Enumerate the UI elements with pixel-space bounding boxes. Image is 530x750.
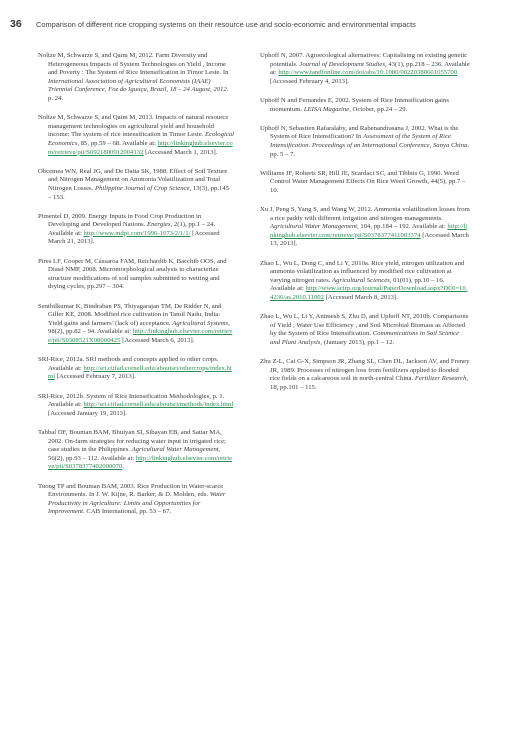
- reference-access-note: [Accessed February 7, 2013].: [55, 373, 136, 381]
- reference-entry: [260, 170, 470, 196]
- reference-text: Uphoff N and Fernandes E, 2002. System of Rice Intensification gains momentum.: [260, 96, 449, 113]
- reference-source-title: Agricultural Sciences: [332, 276, 390, 284]
- reference-entry: [260, 52, 470, 86]
- reference-text: Pimentel D, 2009. Energy Inputs in Food Crop Production in Developing and Developed Nations.: [38, 212, 202, 229]
- reference-details: , 13(3), pp.145 – 153.: [48, 184, 230, 201]
- reference-entry: [260, 125, 470, 159]
- reference-entry: [38, 429, 234, 472]
- reference-text: Obcemea WN, Real JG, and De Datta SK, 1988. Effect of Soil Texture and Nitrogen Management on Ammonia Volatilization and Total Nitrogen Losses.: [38, 167, 228, 192]
- reference-url-link[interactable]: http://linkinghub.elsevier.com/retrieve/pii/S0921800912004132: [48, 139, 233, 156]
- reference-entry: [260, 206, 470, 249]
- reference-text: Zhao L, Wu L, Li Y, Animesh S, Zhu D, and Uphoff NT, 2010b. Comparisons of Yield , Water Use Efficiency , and Soil Microbial Biomass as Affected by the System of Rice Intensification.: [260, 313, 469, 338]
- reference-url-link[interactable]: http://www.scirp.org/journal/PaperDownload.aspx?DOI=10.4236/as.2010.11002: [270, 285, 468, 302]
- reference-entry: [38, 356, 234, 382]
- references-right-column: [260, 52, 470, 403]
- reference-details: , 85, pp.59 – 68. Available at:: [77, 139, 158, 147]
- reference-text: Xu J, Peng S, Yang S, and Wang W, 2012. Ammonia volatilization losses from a rice paddy with different irrigation and nitrogen managements.: [260, 206, 470, 222]
- reference-details: , 18, pp.101 – 115.: [270, 375, 469, 391]
- reference-details: , 56(2), pp.93 – 112. Available at:: [48, 446, 221, 462]
- reference-text: Senthilkumar K, Bindraban PS, Thiyagarajan TM, De Ridder N, and Giller KE, 2008. Modified rice cultivation in Tamil Nadu, India: Yield gains and farmers’ (lack of) acceptance.: [38, 302, 222, 327]
- reference-url-link[interactable]: http://linkinghub.elsevier.com/retrieve/pii/S0378377402000070: [48, 454, 233, 471]
- reference-entry: [38, 258, 234, 292]
- reference-access-note: [Accessed March 21, 2013].: [48, 229, 220, 246]
- reference-text: Noltze M, Schwarze S, and Qaim M, 2012. Farm Diversity and Heterogeneous Impacts of System Technologies on Yield , Income and Poverty : The System of Rice Intensification in Timor Leste. In: [38, 52, 229, 77]
- reference-source-title: Energies: [147, 221, 171, 229]
- reference-source-title: Journal of Development Studies: [299, 60, 385, 68]
- reference-source-title: Agricultural Water Management: [270, 223, 358, 231]
- reference-text: Uphoff N, 2007. Agroecological alternatives: Capitalising on existing genetic potentials.: [260, 52, 468, 68]
- reference-access-note: [Accessed March 8, 2013].: [324, 294, 398, 302]
- reference-source-title: Ecological Economics: [48, 131, 234, 147]
- reference-access-note: [Accessed March 1, 2013].: [143, 148, 218, 156]
- reference-entry: [38, 213, 234, 247]
- reference-details: , October, pp.24 – 29.: [349, 105, 408, 113]
- reference-details: , 104, pp.184 – 192. Available at:: [357, 223, 448, 231]
- reference-text: Tuong TP and Bouman BAM, 2003. Rice Production in Water-scarce Environments. In J. W. Kijne, R. Barker, & D. Molden, eds.: [38, 482, 224, 499]
- reference-entry: [38, 52, 234, 104]
- reference-text: Uphoff N, Sebastien Rafaralaby, and Rabenandrasana J, 2002. What is the System of Rice Intensification? In: [260, 124, 459, 141]
- reference-text: Pires LF, Cooper M, Cássaroa FAM, Reichardtb K, Bacchib OOS, and Diasd NMP, 2008. Micromorphological analysis to characterize structure modifications of soil samples submitted to wetting and drying cycles, pp.297 – 304.: [38, 257, 227, 291]
- running-title: Comparison of different rice cropping systems on their resource use and socio-economic and environmental impacts: [36, 20, 416, 29]
- reference-url-link[interactable]: http://www.mdpi.com/1996-1073/2/1/1/: [83, 229, 191, 237]
- reference-source-title: Agricultural Water Management: [131, 446, 219, 454]
- reference-text: Williams JF, Roberts SR, Hill JE, Scardaci SC, and Tibbits G, 1990. Weed Control Water Management Effects On Rice Weed Growth, 44(5), pp.7 – 10.: [260, 169, 466, 194]
- reference-text: SRI-Rice, 2012a. SRI methods and concepts applied to other crops. Available at:: [38, 356, 219, 372]
- reference-url-link[interactable]: http://linkinghub.elsevier.com/retrieve/pii/S0308521X08000425: [48, 328, 233, 344]
- reference-access-note: .: [122, 463, 124, 471]
- reference-source-title: Philippine Journal of Crop Science: [95, 184, 190, 192]
- reference-url-link[interactable]: http://sri.ciifad.cornell.edu/aboutsri/methods/index.html: [83, 401, 234, 409]
- reference-text: SRI-Rice, 2012b. System of Rice Intensification Methodologies, p. 1. Available at:: [38, 392, 225, 409]
- reference-details: . pp. 5 – 7.: [270, 141, 469, 158]
- reference-access-note: [Accessed March 6, 2013].: [120, 337, 195, 344]
- reference-access-note: [Accessed March 13, 2013].: [270, 231, 469, 248]
- references-left-column: [38, 52, 234, 527]
- reference-entry: [38, 393, 234, 419]
- reference-details: , 2(1), pp.1 – 24. Available at:: [48, 221, 216, 237]
- reference-text: Noltze M, Schwarze S, and Qaim M, 2013. Impacts of natural resource management technologies on agricultural yield and household income: The system of rice intensification in Timor Leste.: [38, 114, 229, 139]
- reference-url-link[interactable]: http://linkinghub.elsevier.com/retrieve/pii/S0378377411003374: [270, 223, 468, 239]
- reference-text: Zhao L, Wu L, Dong C, and Li Y, 2010a. Rice yield, nitrogen utilization and ammonia volatilization as influenced by modified rice cultivation at varying nitrogen rates.: [260, 259, 465, 284]
- reference-entry: [260, 97, 470, 114]
- reference-entry: [260, 313, 470, 347]
- reference-source-title: Communications in Soil Science and Plant Analysis: [270, 330, 460, 346]
- reference-source-title: International Association of Agricultural Economists (IAAE) Triennial Conference, Foz do Iguaçu, Brazil, 18 – 24 August, 2012: [48, 77, 227, 94]
- reference-entry: [260, 358, 470, 392]
- reference-entry: [38, 483, 234, 517]
- reference-details: , 43(1), pp.218 – 236. Available at:: [270, 60, 470, 77]
- reference-source-title: LEISA Magazine: [303, 105, 350, 113]
- reference-access-note: [Accessed February 4, 2013].: [270, 77, 349, 85]
- reference-source-title: Water Productivity in Agriculture: Limits and Opportunities for Improvement: [48, 491, 226, 516]
- page-header: [10, 18, 522, 30]
- reference-details: , 98(2), pp.82 – 94. Available at:: [48, 319, 230, 336]
- reference-text: Zhu Z-L, Cai G-X, Simpson JR, Zhang SL, Chen DL, Jackson AV, and Freney JR, 1989. Processes of nitrogen loss from fertilizers applied to flooded rice fields on a calcareous soil in north-central China.: [260, 358, 470, 383]
- reference-details: . p. 24.: [48, 86, 229, 102]
- reference-access-note: [Accessed January 19, 2013].: [48, 409, 127, 417]
- reference-entry: [38, 114, 234, 157]
- reference-details: , 01(01), pp.10 – 16. Available at:: [270, 276, 445, 293]
- reference-entry: [260, 260, 470, 303]
- reference-source-title: Fertilizer Research: [414, 375, 467, 383]
- reference-source-title: Assessment of the System of Rice Intensification. Proceedings of an International Conference, Sanya China: [270, 133, 468, 149]
- reference-details: , (January 2013), pp.1 – 12.: [320, 339, 395, 346]
- page-number: 36: [10, 18, 22, 30]
- reference-entry: [38, 168, 234, 202]
- reference-details: . CAB International, pp. 53 – 67.: [83, 508, 172, 516]
- reference-text: Tabbal DF, Bouman BAM, Bhuiyan SI, Sibayan EB, and Sattar MA, 2002. On-farm strategies for reducing water input in irrigated rice; case studies in the Philippines.: [38, 428, 226, 454]
- reference-url-link[interactable]: http://sri.ciifad.cornell.edu/aboutsri/othercrops/index.html: [48, 364, 232, 381]
- reference-source-title: Agricultural Systems: [172, 319, 229, 327]
- reference-entry: [38, 303, 234, 346]
- reference-url-link[interactable]: http://www.tandfonline.com/doi/abs/10.1080/00220380601055700: [278, 69, 458, 77]
